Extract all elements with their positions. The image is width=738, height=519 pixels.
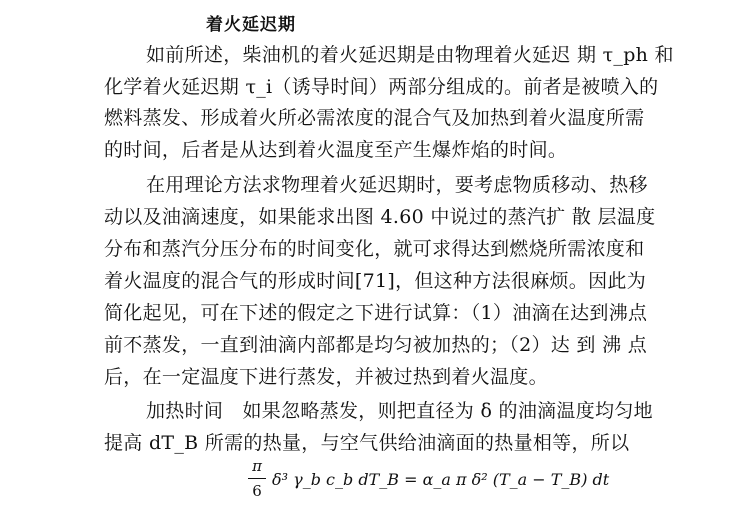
paragraph-line-12: 加热时间 如果忽略蒸发，则把直径为 δ 的油滴温度均匀地 <box>146 400 653 422</box>
paragraph-line-13: 提高 dT_B 所需的热量，与空气供给油滴面的热量相等，所以 <box>104 432 630 454</box>
paragraph-line-11: 后，在一定温度下进行蒸发，并被过热到着火温度。 <box>104 366 548 388</box>
paragraph-line-2: 化学着火延迟期 τ_i（诱导时间）两部分组成的。前者是被喷入的 <box>104 76 659 98</box>
formula-expression: δ³ γ_b c_b dT_B = α_a π δ² (T_a − T_B) dt <box>272 470 610 489</box>
fraction-numerator: π <box>252 457 262 475</box>
paragraph-line-8: 着火温度的混合气的形成时间[71]，但这种方法很麻烦。因此为 <box>104 270 647 292</box>
fraction-bar <box>248 478 266 479</box>
fraction-denominator: 6 <box>252 482 262 500</box>
paragraph-line-3: 燃料蒸发、形成着火所必需浓度的混合气及加热到着火温度所需 <box>104 107 645 129</box>
paragraph-line-10: 前不蒸发，一直到油滴内部都是均匀被加热的；（2）达 到 沸 点 <box>104 334 648 356</box>
paragraph-line-1: 如前所述，柴油机的着火延迟期是由物理着火延迟 期 τ_ph 和 <box>146 44 674 66</box>
paragraph-line-9: 简化起见，可在下述的假定之下进行试算：（1）油滴在达到沸点 <box>104 302 648 324</box>
paragraph-line-7: 分布和蒸汽分压分布的时间变化，就可求得达到燃烧所需浓度和 <box>104 238 645 260</box>
section-title: 着火延迟期 <box>206 15 296 35</box>
paragraph-line-6: 动以及油滴速度，如果能求出图 4.60 中说过的蒸汽扩 散 层温度 <box>104 206 656 228</box>
paragraph-line-5: 在用理论方法求物理着火延迟期时，要考虑物质移动、热移 <box>146 174 648 196</box>
formula-fraction <box>248 456 266 501</box>
paragraph-line-4: 的时间，后者是从达到着火温度至产生爆炸焰的时间。 <box>104 139 568 161</box>
